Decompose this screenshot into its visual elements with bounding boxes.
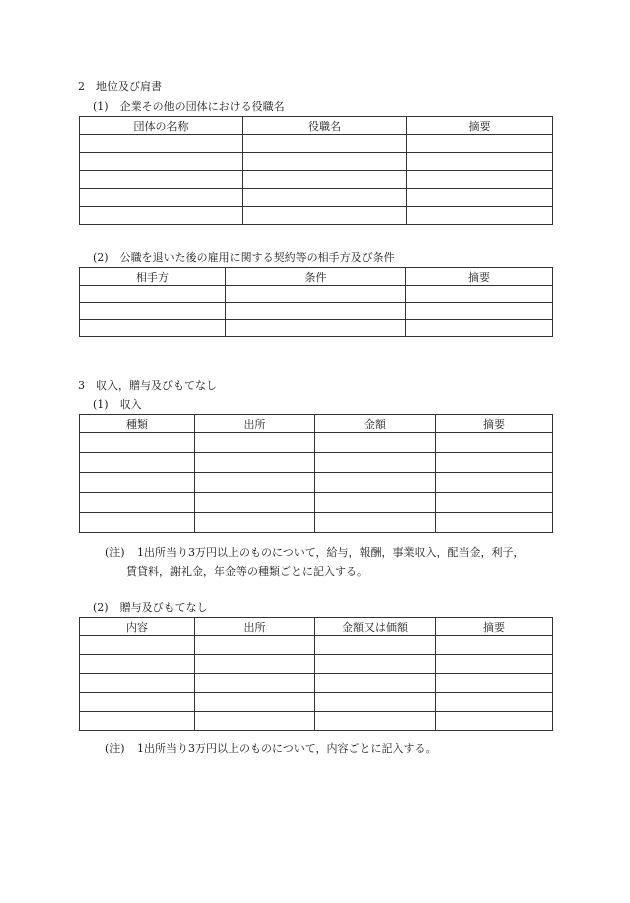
gifts-table bbox=[79, 617, 553, 731]
table-cell[interactable] bbox=[315, 712, 436, 731]
table-cell[interactable] bbox=[315, 473, 436, 493]
table-cell[interactable] bbox=[226, 320, 406, 337]
table-cell[interactable] bbox=[243, 135, 407, 153]
table-row bbox=[80, 153, 553, 171]
income-note-line-2: 賃貸料，謝礼金，年金等の種類ごとに記入する。 bbox=[126, 565, 368, 578]
table-cell[interactable] bbox=[407, 153, 553, 171]
table-header-row bbox=[80, 618, 553, 636]
income-note-line-1: 1出所当り3万円以上のものについて，給与，報酬，事業収入，配当金，利子， bbox=[137, 546, 525, 559]
table-row bbox=[80, 320, 553, 337]
table-cell[interactable] bbox=[195, 473, 315, 493]
table-cell[interactable] bbox=[80, 153, 243, 171]
table-row bbox=[80, 286, 553, 303]
table-row bbox=[80, 135, 553, 153]
column-header: 摘要 bbox=[406, 268, 553, 286]
table-cell[interactable] bbox=[195, 655, 315, 674]
table-cell[interactable] bbox=[315, 433, 436, 453]
table-cell[interactable] bbox=[195, 674, 315, 693]
table-row bbox=[80, 674, 553, 693]
gifts-note-label: (注) bbox=[105, 742, 125, 755]
table-row bbox=[80, 189, 553, 207]
table-cell[interactable] bbox=[315, 513, 436, 533]
table-header-row bbox=[80, 117, 553, 135]
table-cell[interactable] bbox=[243, 189, 407, 207]
table-cell[interactable] bbox=[315, 693, 436, 712]
table-cell[interactable] bbox=[226, 303, 406, 320]
table-row bbox=[80, 303, 553, 320]
table-cell[interactable] bbox=[315, 493, 436, 513]
table-cell[interactable] bbox=[436, 636, 553, 655]
table-cell[interactable] bbox=[315, 636, 436, 655]
table-cell[interactable] bbox=[195, 636, 315, 655]
table-row bbox=[80, 433, 553, 453]
section-2-2-title: (2) 公職を退いた後の雇用に関する契約等の相手方及び条件 bbox=[93, 251, 395, 264]
table-cell[interactable] bbox=[407, 135, 553, 153]
table-cell[interactable] bbox=[436, 513, 553, 533]
table-cell[interactable] bbox=[80, 473, 195, 493]
table-header-row bbox=[80, 415, 553, 433]
table-cell[interactable] bbox=[80, 171, 243, 189]
table-cell[interactable] bbox=[226, 286, 406, 303]
section-3-1-title: (1) 収入 bbox=[93, 398, 142, 411]
column-header: 金額又は価額 bbox=[315, 618, 436, 636]
table-cell[interactable] bbox=[80, 493, 195, 513]
table-cell[interactable] bbox=[80, 712, 195, 731]
table-row bbox=[80, 693, 553, 712]
table-cell[interactable] bbox=[407, 189, 553, 207]
table-row bbox=[80, 207, 553, 225]
income-table bbox=[79, 414, 553, 533]
column-header: 団体の名称 bbox=[80, 117, 243, 135]
table-cell[interactable] bbox=[436, 693, 553, 712]
column-header: 摘要 bbox=[407, 117, 553, 135]
employment-contract-table bbox=[79, 267, 553, 337]
table-row bbox=[80, 712, 553, 731]
table-row bbox=[80, 493, 553, 513]
section-2-heading: 2 地位及び肩書 bbox=[78, 80, 162, 93]
column-header: 内容 bbox=[80, 618, 195, 636]
section-2-1-title: (1) 企業その他の団体における役職名 bbox=[93, 100, 285, 113]
table-cell[interactable] bbox=[407, 171, 553, 189]
table-cell[interactable] bbox=[80, 207, 243, 225]
column-header: 条件 bbox=[226, 268, 406, 286]
table-row bbox=[80, 636, 553, 655]
table-cell[interactable] bbox=[80, 636, 195, 655]
table-cell[interactable] bbox=[315, 453, 436, 473]
table-header-row bbox=[80, 268, 553, 286]
table-cell[interactable] bbox=[436, 453, 553, 473]
column-header: 役職名 bbox=[243, 117, 407, 135]
table-cell[interactable] bbox=[436, 493, 553, 513]
table-cell[interactable] bbox=[436, 433, 553, 453]
table-cell[interactable] bbox=[80, 674, 195, 693]
column-header: 種類 bbox=[80, 415, 195, 433]
table-cell[interactable] bbox=[243, 207, 407, 225]
table-cell[interactable] bbox=[407, 207, 553, 225]
positions-table bbox=[79, 116, 553, 225]
table-cell[interactable] bbox=[195, 513, 315, 533]
table-cell[interactable] bbox=[436, 674, 553, 693]
table-row bbox=[80, 655, 553, 674]
table-cell[interactable] bbox=[436, 655, 553, 674]
gifts-note-line-1: 1出所当り3万円以上のものについて，内容ごとに記入する。 bbox=[137, 742, 437, 755]
table-cell[interactable] bbox=[80, 433, 195, 453]
table-row bbox=[80, 473, 553, 493]
column-header: 摘要 bbox=[436, 618, 553, 636]
column-header: 摘要 bbox=[436, 415, 553, 433]
table-cell[interactable] bbox=[80, 286, 226, 303]
section-3-heading: 3 収入，贈与及びもてなし bbox=[78, 379, 217, 392]
table-cell[interactable] bbox=[436, 712, 553, 731]
table-row bbox=[80, 513, 553, 533]
table-row bbox=[80, 453, 553, 473]
column-header: 相手方 bbox=[80, 268, 226, 286]
column-header: 出所 bbox=[195, 415, 315, 433]
table-row bbox=[80, 171, 553, 189]
table-cell[interactable] bbox=[243, 171, 407, 189]
section-3-2-title: (2) 贈与及びもてなし bbox=[93, 601, 208, 614]
table-cell[interactable] bbox=[80, 135, 243, 153]
table-cell[interactable] bbox=[436, 473, 553, 493]
table-cell[interactable] bbox=[406, 286, 553, 303]
table-cell[interactable] bbox=[195, 453, 315, 473]
table-cell[interactable] bbox=[195, 433, 315, 453]
column-header: 金額 bbox=[315, 415, 436, 433]
table-cell[interactable] bbox=[80, 189, 243, 207]
table-cell[interactable] bbox=[195, 693, 315, 712]
table-cell[interactable] bbox=[80, 303, 226, 320]
table-cell[interactable] bbox=[243, 153, 407, 171]
table-cell[interactable] bbox=[80, 320, 226, 337]
table-cell[interactable] bbox=[80, 513, 195, 533]
table-cell[interactable] bbox=[406, 320, 553, 337]
income-note-label: (注) bbox=[105, 546, 125, 559]
table-cell[interactable] bbox=[80, 453, 195, 473]
table-cell[interactable] bbox=[315, 655, 436, 674]
table-cell[interactable] bbox=[315, 674, 436, 693]
column-header: 出所 bbox=[195, 618, 315, 636]
table-cell[interactable] bbox=[406, 303, 553, 320]
table-cell[interactable] bbox=[195, 493, 315, 513]
table-cell[interactable] bbox=[80, 693, 195, 712]
table-cell[interactable] bbox=[195, 712, 315, 731]
table-cell[interactable] bbox=[80, 655, 195, 674]
